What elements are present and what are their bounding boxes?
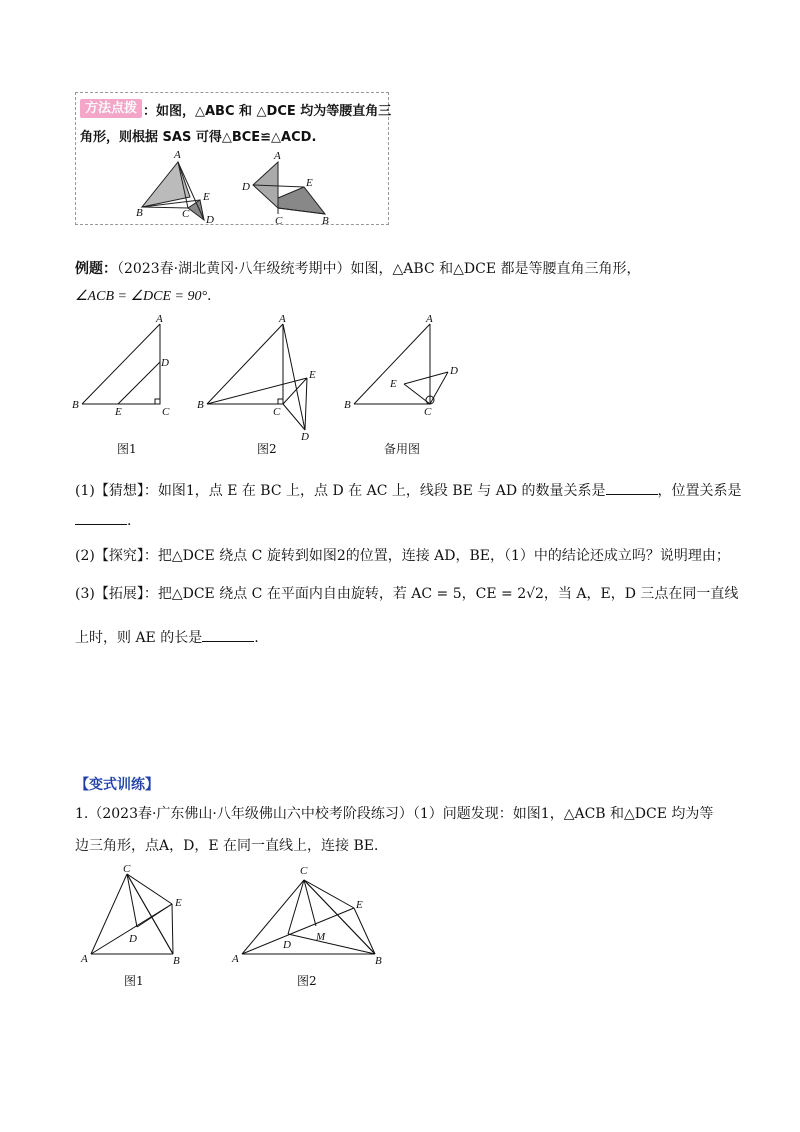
svg-text:D: D <box>450 365 458 377</box>
svg-text:C: C <box>182 208 190 220</box>
svg-text:E: E <box>115 406 122 417</box>
svg-text:E: E <box>309 369 316 381</box>
tip-line-1: ：如图，△ABC 和 △DCE 均为等腰直角三 <box>143 104 392 119</box>
example-label: 例题： <box>75 261 117 277</box>
example-condition: ∠ACB = ∠DCE = 90° <box>75 289 208 304</box>
svg-text:D: D <box>242 181 250 193</box>
method-tip-badge: 方法点拨 <box>80 99 142 118</box>
svg-text:A: A <box>81 953 88 965</box>
svg-text:D: D <box>161 357 169 369</box>
svg-text:B: B <box>344 399 351 411</box>
variant-problem-line-1: 1.（2023春·广东佛山·八年级佛山六中校考阶段练习）（1）问题发现：如图1，△ACB 和△DCE 均为等 <box>75 806 714 822</box>
example-caption-1: 图1 <box>117 442 137 456</box>
q3-blank <box>202 629 254 642</box>
svg-text:B: B <box>197 399 204 411</box>
svg-text:A: A <box>274 150 281 162</box>
variant-caption-2: 图2 <box>297 974 317 988</box>
question-1-cont <box>75 512 131 529</box>
svg-text:E: E <box>390 378 397 390</box>
svg-text:D: D <box>301 431 309 442</box>
svg-text:D: D <box>129 933 137 945</box>
q3-text: 上时，则 AE 的长是 <box>75 630 203 646</box>
svg-text:B: B <box>322 215 329 225</box>
example-heading <box>75 258 641 278</box>
svg-text:B: B <box>173 955 180 967</box>
svg-text:C: C <box>123 863 131 875</box>
svg-text:C: C <box>275 215 283 225</box>
variant-header: 【变式训练】 <box>75 777 159 793</box>
svg-text:E: E <box>306 177 313 189</box>
svg-text:B: B <box>375 955 382 967</box>
svg-text:B: B <box>72 399 79 411</box>
tip-line-2: 角形，则根据 SAS 可得△BCE≌△ACD. <box>80 130 317 145</box>
example-caption-spare: 备用图 <box>384 442 421 456</box>
q1-blank-position <box>75 512 127 525</box>
svg-text:C: C <box>424 406 432 417</box>
tip-figure-left <box>130 150 230 225</box>
example-caption-2: 图2 <box>257 442 277 456</box>
q1-blank-quantity <box>606 482 658 495</box>
svg-text:D: D <box>283 939 291 951</box>
svg-text:C: C <box>300 865 308 877</box>
svg-text:A: A <box>232 953 239 965</box>
example-condition-line <box>75 288 212 305</box>
example-figure-spare <box>342 312 472 417</box>
example-source: （2023春·湖北黄冈·八年级统考期中）如图，△ABC 和△DCE 都是等腰直角三角形， <box>117 261 641 277</box>
variant-caption-1: 图1 <box>124 974 144 988</box>
svg-text:M: M <box>316 931 326 943</box>
variant-problem-line-2: 边三角形，点A，D，E 在同一直线上，连接 BE． <box>75 838 388 854</box>
svg-text:E: E <box>356 899 363 911</box>
example-figure-2 <box>195 312 335 442</box>
svg-text:A: A <box>174 150 181 161</box>
svg-text:D: D <box>206 214 214 225</box>
svg-text:E: E <box>203 191 210 203</box>
svg-text:A: A <box>156 313 163 325</box>
svg-text:A: A <box>426 313 433 325</box>
svg-text:A: A <box>279 313 286 325</box>
variant-figure-2 <box>230 862 390 967</box>
variant-figure-1 <box>75 862 195 967</box>
question-3-line-1: (3)【拓展】：把△DCE 绕点 C 在平面内自由旋转，若 AC = 5，CE = 2√2，当 A，E，D 三点在同一直线 <box>75 586 739 602</box>
svg-text:E: E <box>175 897 182 909</box>
q1-end: . <box>127 513 132 529</box>
q1-text: (1)【猜想】：如图1，点 E 在 BC 上，点 D 在 AC 上，线段 BE 与 AD 的数量关系是 <box>75 483 606 499</box>
svg-text:C: C <box>273 406 281 418</box>
question-3-line-2 <box>75 627 259 647</box>
q1-mid-text: ，位置关系是 <box>657 483 742 499</box>
svg-text:B: B <box>136 207 143 219</box>
svg-text:C: C <box>162 406 170 417</box>
example-figure-1 <box>70 312 180 417</box>
q3-end: . <box>254 630 259 646</box>
question-2: (2)【探究】：把△DCE 绕点 C 旋转到如图2的位置，连接 AD，BE，（1）中的结论还成立吗？说明理由； <box>75 548 730 564</box>
tip-figure-right <box>240 150 340 225</box>
example-condition-end: . <box>207 288 212 304</box>
question-1 <box>75 480 742 500</box>
